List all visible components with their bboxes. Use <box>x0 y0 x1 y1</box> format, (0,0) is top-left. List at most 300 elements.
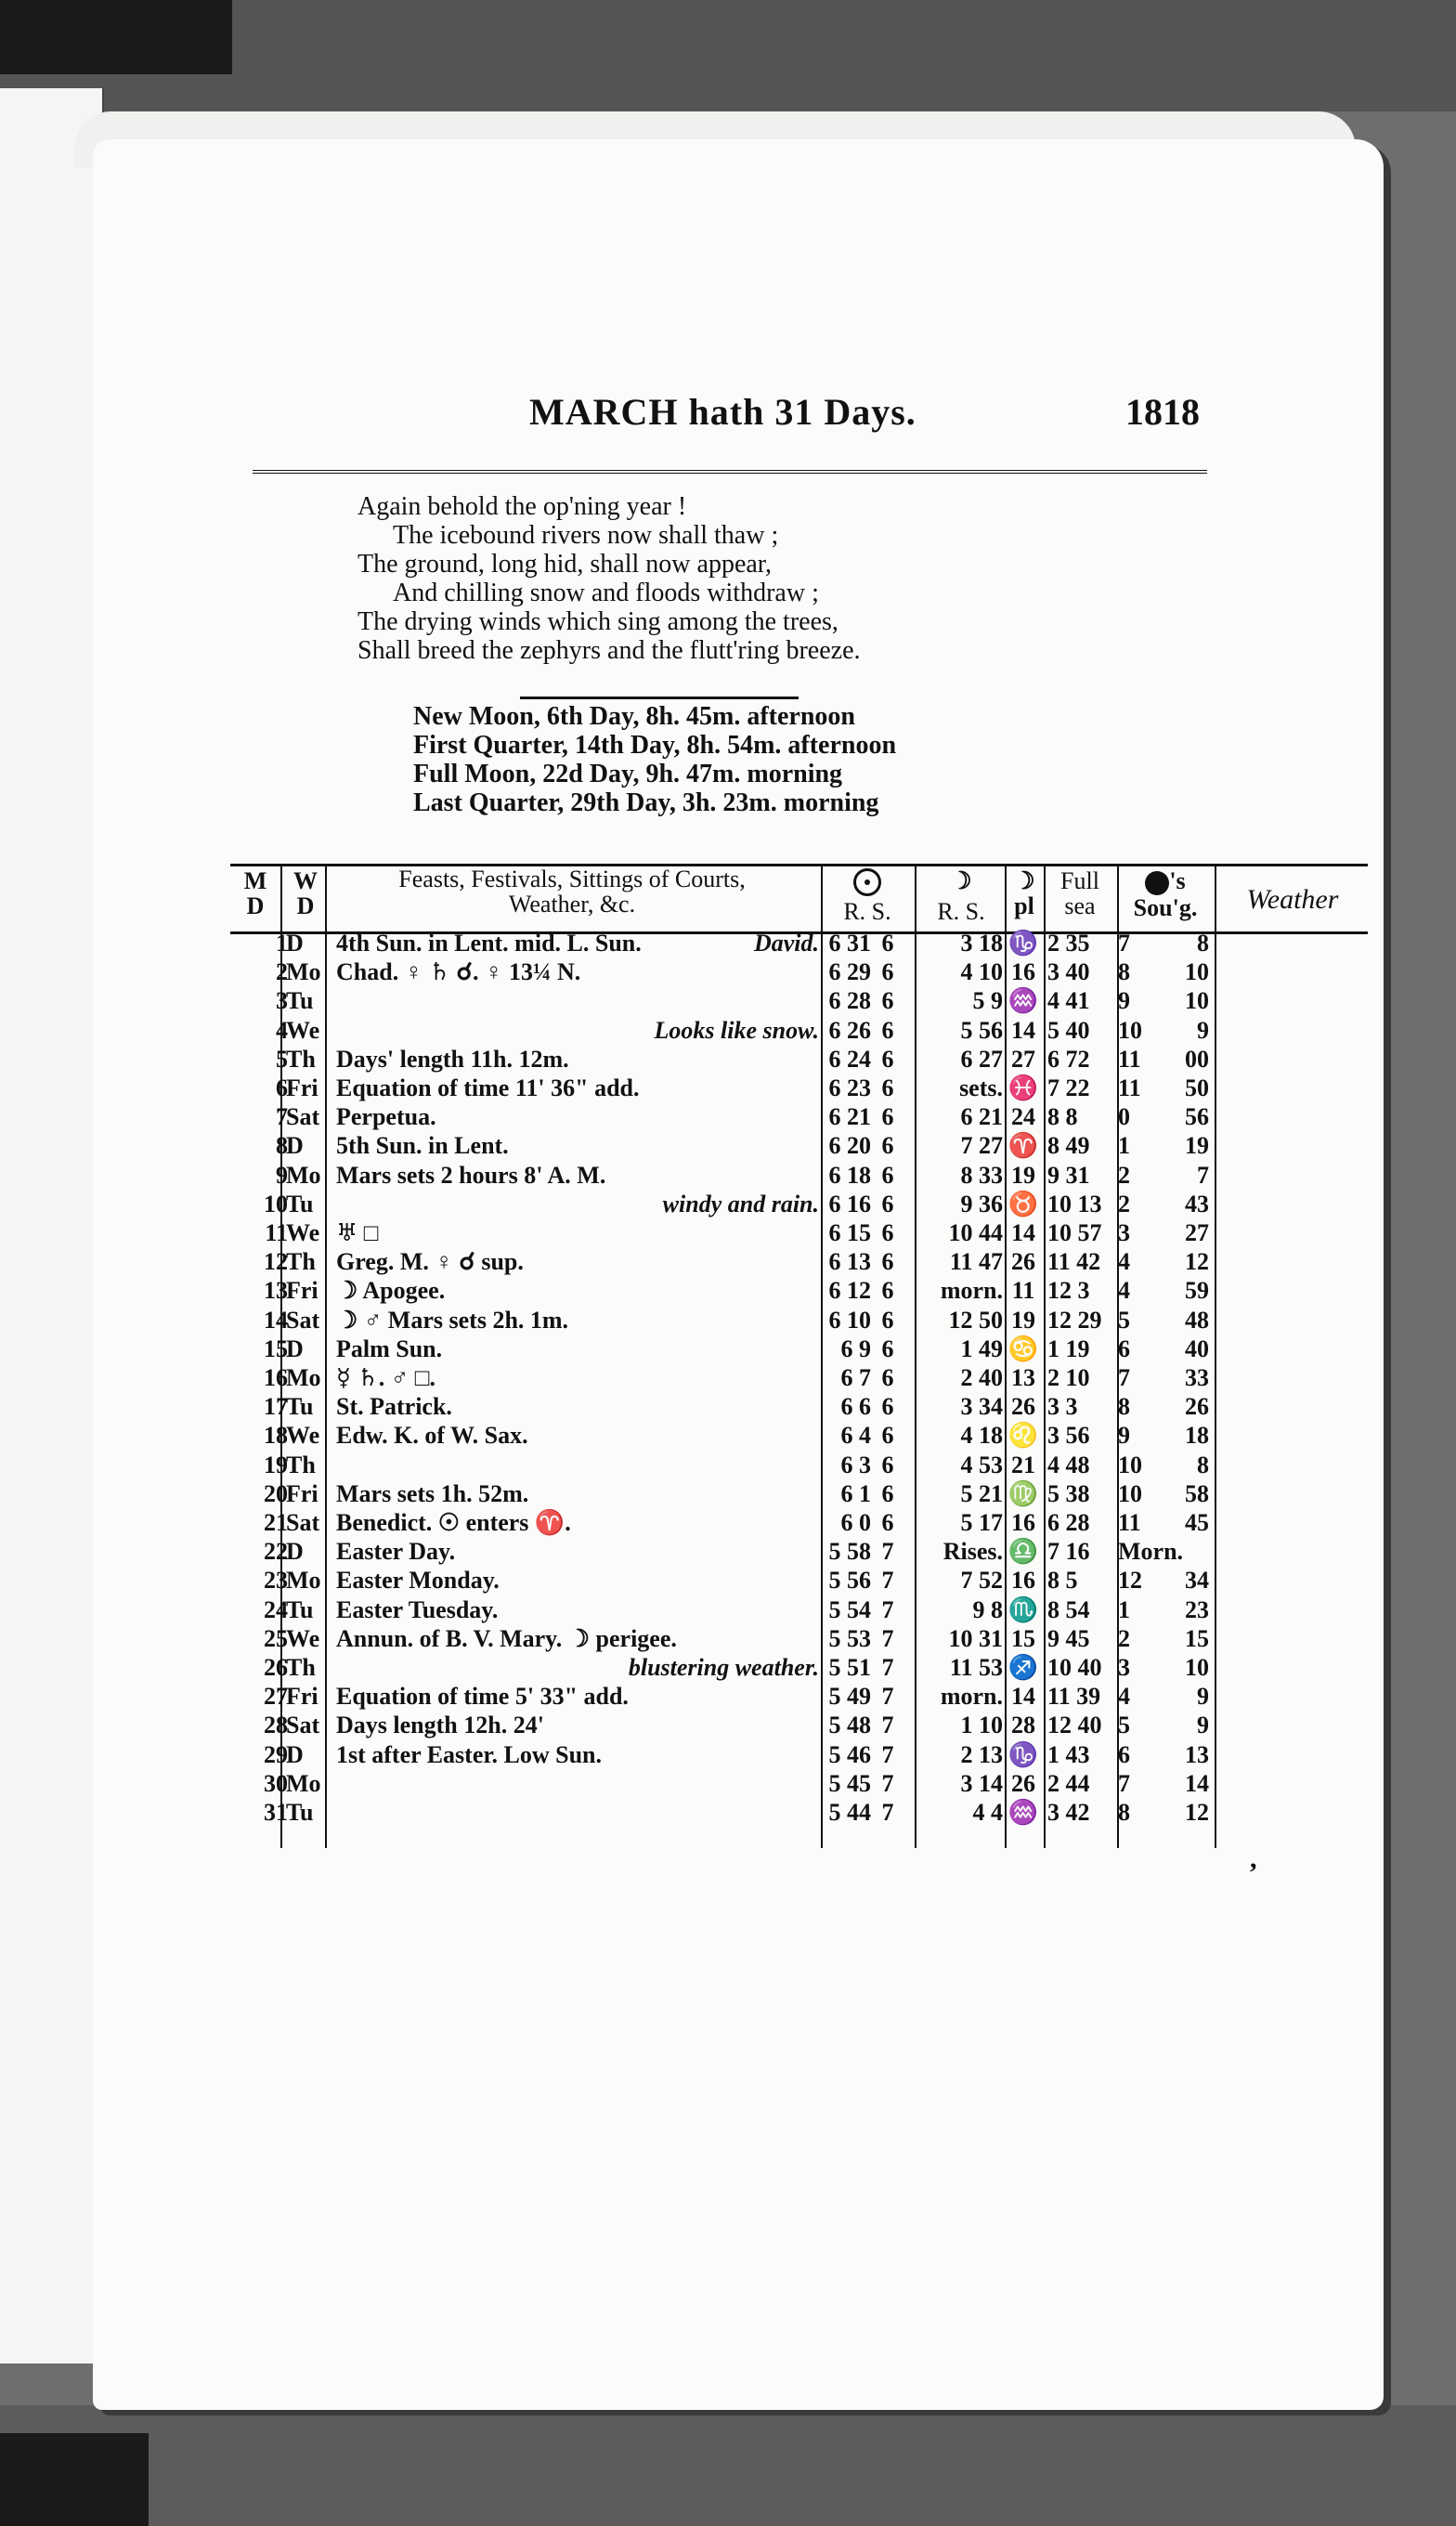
background-bottom <box>0 2405 1456 2526</box>
moon-souths-hour: 9 <box>1118 987 1130 1015</box>
table-row <box>230 1276 1233 1306</box>
moon-souths-hour: 8 <box>1118 1393 1130 1421</box>
full-sea: 3 56 <box>1047 1422 1090 1450</box>
week-day: Tu <box>286 1595 314 1623</box>
sun-sets: 6 <box>881 1045 894 1073</box>
moon-place: ♋ <box>1008 1335 1039 1362</box>
sun-rises: 6 13 <box>828 1248 871 1276</box>
week-day: Sat <box>286 1103 320 1131</box>
moon-place: 19 <box>1011 1161 1035 1189</box>
sun-rises: 6 26 <box>828 1016 871 1044</box>
moon-souths-hour: 6 <box>1118 1335 1130 1362</box>
feast-text: Easter Day. <box>336 1538 456 1566</box>
sun-rises: 6 24 <box>828 1045 871 1073</box>
moon-place: ♓ <box>1008 1074 1039 1101</box>
moon-souths-min: 10 <box>1185 1654 1209 1681</box>
moon-phases <box>413 702 896 817</box>
moon-place: ♌ <box>1008 1422 1039 1450</box>
moon-souths-min: 19 <box>1185 1132 1209 1160</box>
moon-place: 11 <box>1011 1277 1035 1305</box>
feast-entry <box>331 1508 819 1538</box>
month-day: 17 <box>264 1393 288 1421</box>
moon-souths-hour: 11 <box>1118 1509 1141 1536</box>
month-day: 20 <box>264 1479 288 1507</box>
month-day: 10 <box>264 1190 288 1217</box>
month-day: 24 <box>264 1595 288 1623</box>
sun-sets: 6 <box>881 958 894 986</box>
week-day: We <box>286 1219 320 1246</box>
full-sea: 6 72 <box>1047 1045 1090 1073</box>
feast-entry <box>331 1131 819 1161</box>
moon-souths-min: 12 <box>1185 1799 1209 1826</box>
week-day: Sat <box>286 1712 320 1739</box>
full-sea: 12 3 <box>1047 1277 1090 1305</box>
week-day: D <box>286 1132 304 1160</box>
moon-souths-hour: 4 <box>1118 1683 1130 1711</box>
moon-souths-hour: 1 <box>1118 1595 1130 1623</box>
sun-rises: 6 7 <box>840 1364 871 1391</box>
table-row <box>230 1102 1233 1132</box>
feast-entry <box>331 1421 819 1451</box>
stray-mark: , <box>1250 1843 1257 1874</box>
moon-place: ♏ <box>1008 1595 1039 1623</box>
month-day: 2 <box>276 958 288 986</box>
feast-entry <box>331 1537 819 1567</box>
full-sea: 3 3 <box>1047 1393 1078 1421</box>
week-day: D <box>286 1740 304 1768</box>
week-day: We <box>286 1016 320 1044</box>
week-day: We <box>286 1422 320 1450</box>
month-day: 28 <box>264 1712 288 1739</box>
moon-souths-min: 27 <box>1185 1219 1209 1246</box>
moon-souths-hour: 4 <box>1118 1248 1130 1276</box>
feast-text: 4th Sun. in Lent. mid. L. Sun. <box>336 930 642 957</box>
moon-rises-sets: 1 10 <box>960 1712 1003 1739</box>
feast-text: 5th Sun. in Lent. <box>336 1132 509 1160</box>
moon-rises-sets: 3 18 <box>960 930 1003 957</box>
moon-souths-hour: 10 <box>1118 1479 1142 1507</box>
full-sea: 11 42 <box>1047 1248 1101 1276</box>
feast-entry <box>331 1624 819 1654</box>
full-sea: 12 29 <box>1047 1306 1102 1334</box>
moon-souths-min: 33 <box>1185 1364 1209 1391</box>
full-sea: 3 40 <box>1047 958 1090 986</box>
sun-rises: 6 9 <box>840 1335 871 1362</box>
feast-text: ☽ ♂ Mars sets 2h. 1m. <box>336 1306 569 1334</box>
moon-place: 21 <box>1011 1451 1035 1478</box>
moon-souths-hour: 10 <box>1118 1451 1142 1478</box>
sun-rises: 6 4 <box>840 1422 871 1450</box>
feast-entry <box>331 1566 819 1595</box>
full-sea: 8 8 <box>1047 1103 1078 1131</box>
sun-sets: 6 <box>881 1451 894 1478</box>
table-row <box>230 1595 1233 1625</box>
moon-place: 16 <box>1011 958 1035 986</box>
week-day: Fri <box>286 1683 318 1711</box>
full-sea: 10 57 <box>1047 1219 1102 1246</box>
moon-rises-sets: morn. <box>940 1277 1003 1305</box>
week-day: Mo <box>286 958 321 986</box>
sun-rises: 6 12 <box>828 1277 871 1305</box>
week-day: Th <box>286 1451 316 1478</box>
header-week-day: W D <box>293 867 318 919</box>
header-moon-place: ☽ pl <box>1013 867 1035 919</box>
feast-entry <box>331 1682 819 1712</box>
page-title: MARCH hath 31 Days. <box>529 391 916 433</box>
sun-sets: 6 <box>881 1132 894 1160</box>
sun-sets: 6 <box>881 1016 894 1044</box>
sun-rises: 5 58 <box>828 1538 871 1566</box>
table-row <box>230 1624 1233 1654</box>
moon-souths-min: 7 <box>1197 1161 1209 1189</box>
moon-rises-sets: 5 17 <box>960 1509 1003 1536</box>
feast-text: Easter Tuesday. <box>336 1595 499 1623</box>
sun-rises: 6 18 <box>828 1161 871 1189</box>
moon-place: ♒ <box>1008 987 1039 1015</box>
moon-place: 26 <box>1011 1248 1035 1276</box>
weather-note: David. <box>753 930 819 957</box>
moon-place: ♎ <box>1008 1538 1039 1566</box>
weather-note: windy and rain. <box>662 1190 819 1217</box>
moon-rises-sets: 7 52 <box>960 1567 1003 1595</box>
feast-text: Equation of time 11' 36" add. <box>336 1074 640 1101</box>
table-row <box>230 1653 1233 1683</box>
moon-souths-min: 12 <box>1185 1248 1209 1276</box>
sun-rises: 6 29 <box>828 958 871 986</box>
poem-line: Shall breed the zephyrs and the flutt'ring breeze. <box>358 636 861 665</box>
table-row <box>230 1798 1233 1828</box>
sun-rises: 6 10 <box>828 1306 871 1334</box>
header-weather: Weather <box>1246 884 1339 915</box>
table-row <box>230 1740 1233 1770</box>
feast-text: ♅ □ <box>336 1219 379 1246</box>
feast-text: Perpetua. <box>336 1103 436 1131</box>
full-sea: 7 22 <box>1047 1074 1090 1101</box>
moon-rises-sets: 4 4 <box>972 1799 1003 1826</box>
month-day: 29 <box>264 1740 288 1768</box>
moon-place: 27 <box>1011 1045 1035 1073</box>
month-day: 16 <box>264 1364 288 1391</box>
moon-souths-hour: 7 <box>1118 1769 1130 1797</box>
moon-souths-min: 43 <box>1185 1190 1209 1217</box>
moon-souths-hour: 2 <box>1118 1161 1130 1189</box>
moon-souths-hour: 7 <box>1118 930 1130 957</box>
full-sea: 3 42 <box>1047 1799 1090 1826</box>
month-day: 8 <box>276 1132 288 1160</box>
header-moon-souths: 's Sou'g. <box>1133 867 1198 922</box>
moon-souths-hour: 0 <box>1118 1103 1130 1131</box>
table-row <box>230 1190 1233 1219</box>
feast-entry <box>331 1392 819 1422</box>
moon-place: 26 <box>1011 1393 1035 1421</box>
week-day: D <box>286 930 304 957</box>
poem-divider <box>520 697 799 699</box>
moon-souths-min: 10 <box>1185 958 1209 986</box>
feast-entry <box>331 1595 819 1625</box>
feast-entry <box>331 1045 819 1074</box>
moon-place: 16 <box>1011 1509 1035 1536</box>
moon-icon <box>1145 871 1169 895</box>
full-sea: 1 19 <box>1047 1335 1090 1362</box>
moon-souths-hour: 11 <box>1118 1045 1141 1073</box>
moon-souths-hour: 5 <box>1118 1712 1130 1739</box>
moon-rises-sets: 5 9 <box>972 987 1003 1015</box>
poem-line: The drying winds which sing among the trees, <box>358 607 838 636</box>
moon-rises-sets: 11 47 <box>949 1248 1003 1276</box>
table-row <box>230 1131 1233 1161</box>
moon-place: 15 <box>1011 1624 1035 1652</box>
table-row <box>230 1566 1233 1595</box>
sun-sets: 6 <box>881 1393 894 1421</box>
moon-rises-sets: morn. <box>940 1683 1003 1711</box>
week-day: Mo <box>286 1364 321 1391</box>
moon-souths-hour: 5 <box>1118 1306 1130 1334</box>
week-day: Tu <box>286 987 314 1015</box>
sun-rises: 6 0 <box>840 1509 871 1536</box>
full-sea: 8 49 <box>1047 1132 1090 1160</box>
header-moon-rs: R. S. <box>937 898 985 925</box>
weather-note: blustering weather. <box>628 1654 819 1681</box>
feast-text: Mars sets 2 hours 8' A. M. <box>336 1161 606 1189</box>
moon-souths-hour: 3 <box>1118 1654 1130 1681</box>
moon-rises-sets: 5 56 <box>960 1016 1003 1044</box>
feast-entry <box>331 1102 819 1132</box>
sun-sets: 6 <box>881 1509 894 1536</box>
full-sea: 8 5 <box>1047 1567 1078 1595</box>
feast-text: Edw. K. of W. Sax. <box>336 1422 528 1450</box>
table-row <box>230 1306 1233 1335</box>
feast-text: St. Patrick. <box>336 1393 452 1421</box>
week-day: Fri <box>286 1479 318 1507</box>
table-row <box>230 986 1233 1016</box>
moon-rises-sets: 3 34 <box>960 1393 1003 1421</box>
moon-place: 24 <box>1011 1103 1035 1131</box>
moon-phase-line: Full Moon, 22d Day, 9h. 47m. morning <box>413 760 843 788</box>
moon-souths-min: 8 <box>1197 930 1209 957</box>
table-row <box>230 1247 1233 1277</box>
month-day: 26 <box>264 1654 288 1681</box>
poem-line: And chilling snow and floods withdraw ; <box>393 579 819 607</box>
week-day: Sat <box>286 1306 320 1334</box>
moon-souths-hour: 7 <box>1118 1364 1130 1391</box>
sun-rises: 6 6 <box>840 1393 871 1421</box>
facing-page-edge <box>0 88 104 2363</box>
month-day: 3 <box>276 987 288 1015</box>
moon-rises-sets: 10 44 <box>948 1219 1003 1246</box>
background-corner-bottom <box>0 2433 149 2526</box>
sun-rises: 5 44 <box>828 1799 871 1826</box>
feast-entry <box>331 1740 819 1770</box>
month-day: 13 <box>264 1277 288 1305</box>
moon-souths-hour: Morn. <box>1118 1538 1184 1566</box>
moon-souths-hour: 6 <box>1118 1740 1130 1768</box>
header-sun-rs: R. S. <box>843 898 891 925</box>
week-day: D <box>286 1335 304 1362</box>
sun-rises: 6 3 <box>840 1451 871 1478</box>
sun-rises: 5 56 <box>828 1567 871 1595</box>
month-day: 18 <box>264 1422 288 1450</box>
moon-souths-min: 9 <box>1197 1683 1209 1711</box>
sun-sets: 7 <box>881 1654 894 1681</box>
sun-sets: 7 <box>881 1712 894 1739</box>
month-day: 7 <box>276 1103 288 1131</box>
feast-entry <box>331 957 819 987</box>
full-sea: 5 40 <box>1047 1016 1090 1044</box>
feast-text: Equation of time 5' 33" add. <box>336 1683 629 1711</box>
moon-souths-min: 18 <box>1185 1422 1209 1450</box>
moon-place: ♍ <box>1008 1479 1039 1507</box>
table-row <box>230 1074 1233 1103</box>
moon-souths-min: 45 <box>1185 1509 1209 1536</box>
sun-sets: 6 <box>881 1248 894 1276</box>
full-sea: 4 41 <box>1047 987 1090 1015</box>
feast-entry <box>331 1363 819 1393</box>
moon-phase-line: New Moon, 6th Day, 8h. 45m. afternoon <box>413 702 855 731</box>
sun-rises: 5 48 <box>828 1712 871 1739</box>
month-day: 22 <box>264 1538 288 1566</box>
week-day: Tu <box>286 1393 314 1421</box>
moon-souths-min: 14 <box>1185 1769 1209 1797</box>
moon-souths-min: 48 <box>1185 1306 1209 1334</box>
table-row <box>230 1218 1233 1248</box>
sun-sets: 7 <box>881 1567 894 1595</box>
week-day: We <box>286 1624 320 1652</box>
moon-rises-sets: 6 27 <box>960 1045 1003 1073</box>
feast-entry <box>331 1335 819 1364</box>
sun-rises: 6 31 <box>828 930 871 957</box>
moon-rises-sets: 6 21 <box>960 1103 1003 1131</box>
moon-place: 14 <box>1011 1219 1035 1246</box>
feast-entry <box>331 1306 819 1335</box>
moon-souths-min: 9 <box>1197 1712 1209 1739</box>
week-day: Tu <box>286 1799 314 1826</box>
table-row <box>230 929 1233 958</box>
table-row <box>230 1392 1233 1422</box>
moon-souths-hour: 10 <box>1118 1016 1142 1044</box>
full-sea: 1 43 <box>1047 1740 1090 1768</box>
sun-sets: 6 <box>881 1161 894 1189</box>
table-row <box>230 1161 1233 1191</box>
full-sea: 9 45 <box>1047 1624 1090 1652</box>
moon-place: 14 <box>1011 1683 1035 1711</box>
poem-line: The ground, long hid, shall now appear, <box>358 550 773 579</box>
full-sea: 12 40 <box>1047 1712 1102 1739</box>
table-row <box>230 1682 1233 1712</box>
sun-sets: 7 <box>881 1769 894 1797</box>
moon-rises-sets: sets. <box>959 1074 1003 1101</box>
sun-sets: 7 <box>881 1799 894 1826</box>
sun-sets: 6 <box>881 1422 894 1450</box>
moon-rises-sets: 11 53 <box>949 1654 1003 1681</box>
month-day: 1 <box>276 930 288 957</box>
moon-souths-hour: 3 <box>1118 1219 1130 1246</box>
week-day: Th <box>286 1248 316 1276</box>
header-month-day: M D <box>243 867 267 919</box>
moon-rises-sets: 4 10 <box>960 958 1003 986</box>
feast-text: Annun. of B. V. Mary. ☽ perigee. <box>336 1624 677 1652</box>
feast-text: ☽ Apogee. <box>336 1277 446 1305</box>
moon-place: 13 <box>1011 1364 1035 1391</box>
month-day: 30 <box>264 1769 288 1797</box>
moon-souths-min: 58 <box>1185 1479 1209 1507</box>
week-day: Th <box>286 1654 316 1681</box>
moon-souths-hour: 9 <box>1118 1422 1130 1450</box>
month-day: 23 <box>264 1567 288 1595</box>
header-full-sea: Full sea <box>1060 867 1099 919</box>
feast-text: 1st after Easter. Low Sun. <box>336 1740 603 1768</box>
full-sea: 8 54 <box>1047 1595 1090 1623</box>
moon-place: ♒ <box>1008 1799 1039 1826</box>
full-sea: 2 44 <box>1047 1769 1090 1797</box>
moon-souths-min: 50 <box>1185 1074 1209 1101</box>
moon-place: ♑ <box>1008 930 1039 957</box>
feast-entry <box>331 1161 819 1191</box>
month-day: 5 <box>276 1045 288 1073</box>
feast-entry <box>331 1074 819 1103</box>
month-day: 19 <box>264 1451 288 1478</box>
poem-line: Again behold the op'ning year ! <box>358 492 687 521</box>
page-year: 1818 <box>1125 391 1200 433</box>
feast-text: Chad. ♀ ♄ ☌. ♀ 13¼ N. <box>336 958 581 986</box>
moon-souths-min: 00 <box>1185 1045 1209 1073</box>
sun-rises: 6 20 <box>828 1132 871 1160</box>
feast-entry <box>331 1479 819 1509</box>
moon-rises-sets: 2 40 <box>960 1364 1003 1391</box>
header-sun <box>821 868 914 901</box>
sun-sets: 7 <box>881 1595 894 1623</box>
table-row <box>230 1769 1233 1799</box>
full-sea: 10 13 <box>1047 1190 1102 1217</box>
feast-text: Benedict. ☉ enters ♈. <box>336 1509 571 1536</box>
moon-place: ♈ <box>1008 1132 1039 1160</box>
moon-rises-sets: 10 31 <box>948 1624 1003 1652</box>
moon-rises-sets: 4 18 <box>960 1422 1003 1450</box>
moon-souths-min: 23 <box>1185 1595 1209 1623</box>
moon-phase-line: First Quarter, 14th Day, 8h. 54m. afternoon <box>413 731 897 760</box>
moon-rises-sets: 5 21 <box>960 1479 1003 1507</box>
moon-souths-min: 34 <box>1185 1567 1209 1595</box>
weather-note: Looks like snow. <box>654 1016 819 1044</box>
month-day: 6 <box>276 1074 288 1101</box>
moon-souths-min: 9 <box>1197 1016 1209 1044</box>
table-row <box>230 1479 1233 1509</box>
moon-souths-min: 13 <box>1185 1740 1209 1768</box>
table-row <box>230 1451 1233 1480</box>
week-day: Fri <box>286 1277 318 1305</box>
table-row <box>230 957 1233 987</box>
sun-sets: 6 <box>881 1479 894 1507</box>
month-day: 12 <box>264 1248 288 1276</box>
full-sea: 2 10 <box>1047 1364 1090 1391</box>
moon-place: ♐ <box>1008 1654 1039 1681</box>
full-sea: 10 40 <box>1047 1654 1102 1681</box>
full-sea: 2 35 <box>1047 930 1090 957</box>
sun-rises: 6 15 <box>828 1219 871 1246</box>
moon-souths-hour: 2 <box>1118 1190 1130 1217</box>
sun-sets: 6 <box>881 1190 894 1217</box>
full-sea: 6 28 <box>1047 1509 1090 1536</box>
moon-place: 16 <box>1011 1567 1035 1595</box>
sun-sets: 7 <box>881 1624 894 1652</box>
week-day: Th <box>286 1045 316 1073</box>
moon-rises-sets: 9 8 <box>972 1595 1003 1623</box>
moon-souths-min: 10 <box>1185 987 1209 1015</box>
feast-entry <box>331 1247 819 1277</box>
moon-souths-min: 26 <box>1185 1393 1209 1421</box>
moon-place: ♑ <box>1008 1740 1039 1768</box>
moon-souths-hour: 11 <box>1118 1074 1141 1101</box>
feast-text: ☿ ♄. ♂ □. <box>336 1364 436 1391</box>
